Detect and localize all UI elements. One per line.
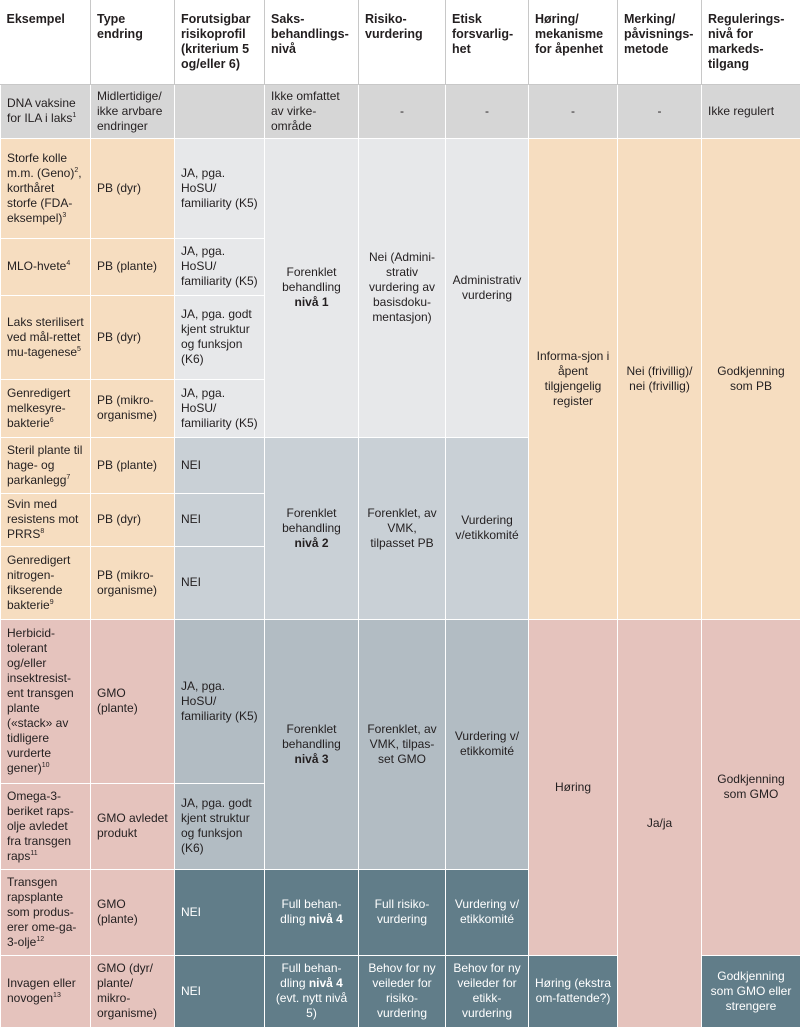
risk-profile-cell: JA, pga. HoSU/ familiarity (K5) <box>175 619 265 783</box>
footnote-ref: 6 <box>49 416 54 424</box>
type-cell: Midlertidige/ ikke arvbare endringer <box>91 84 175 138</box>
example-text: Svin med resistens mot PRRS <box>7 497 79 541</box>
level-number: nivå 4 <box>308 912 343 926</box>
example-cell <box>1 295 91 379</box>
example-cell <box>1 379 91 437</box>
type-cell: GMO avledet produkt <box>91 783 175 869</box>
risk-assessment-cell: Behov for ny veileder for risiko-vurdering <box>359 955 446 1027</box>
case-level-cell <box>265 955 359 1027</box>
example-cell <box>1 619 91 783</box>
risk-profile-cell: NEI <box>175 437 265 493</box>
header-risk-assessment: Risiko-vurdering <box>359 0 446 84</box>
table-row <box>1 619 800 783</box>
risk-profile-cell: JA, pga. godt kjent struktur og funksjon (K6) <box>175 295 265 379</box>
header-row <box>1 0 800 84</box>
example-text: Laks sterilisert ved mål-rettet mu-tagenese <box>7 314 84 359</box>
header-case-level: Saks-behandlings-nivå <box>265 0 359 84</box>
footnote-ref: 13 <box>53 992 61 999</box>
ethics-group-3: Vurdering v/ etikkomité <box>446 619 529 869</box>
hearing-group-gmo: Høring <box>529 619 618 955</box>
footnote-ref: 12 <box>36 935 45 943</box>
labelling-group-pb: Nei (frivillig)/ nei (frivillig) <box>618 138 702 619</box>
regulation-group-gmo: Godkjenning som GMO <box>702 619 800 955</box>
risk-profile-cell: JA, pga. HoSU/ familiarity (K5) <box>175 238 265 295</box>
labelling-cell: - <box>618 84 702 138</box>
type-cell: PB (dyr) <box>91 138 175 238</box>
example-cell <box>1 493 91 546</box>
type-cell: GMO (plante) <box>91 869 175 955</box>
risk-profile-cell: NEI <box>175 869 265 955</box>
example-text: , korthåret storfe (FDA-eksempel) <box>7 165 82 225</box>
footnote-ref: 8 <box>40 528 45 535</box>
footnote-ref: 3 <box>62 211 67 219</box>
ethics-group-2: Vurdering v/etikkomité <box>446 437 529 619</box>
risk-assessment-group-3: Forenklet, av VMK, tilpas-set GMO <box>359 619 446 869</box>
case-level-cell: Ikke omfattet av virke-område <box>265 84 359 138</box>
header-labelling: Merking/ påvisnings-metode <box>618 0 702 84</box>
level-text: Forenklet behandling <box>282 721 341 751</box>
labelling-group-gmo: Ja/ja <box>618 619 702 1027</box>
example-cell <box>1 783 91 869</box>
header-ethics: Etisk forsvarlig-het <box>446 0 529 84</box>
type-cell: PB (mikro-organisme) <box>91 546 175 619</box>
ethics-cell: Behov for ny veileder for etikk-vurdering <box>446 955 529 1027</box>
regulation-cell: Ikke regulert <box>702 84 800 138</box>
level-number: nivå 3 <box>294 751 329 766</box>
example-text: Genredigert melkesyre-bakterie <box>7 385 71 430</box>
header-risk-profile: Forutsigbar risikoprofil (kriterium 5 og/eller 6) <box>175 0 265 84</box>
example-cell <box>1 437 91 493</box>
level-number: nivå 4 <box>308 976 343 990</box>
example-cell <box>1 546 91 619</box>
risk-profile-cell: NEI <box>175 493 265 546</box>
type-cell: GMO (plante) <box>91 619 175 783</box>
footnote-ref: 5 <box>77 345 81 353</box>
example-text: DNA vaksine for ILA i laks <box>7 96 76 125</box>
hearing-cell: Høring (ekstra om-fattende?) <box>529 955 618 1027</box>
hearing-group-pb: Informa-sjon i åpent tilgjengelig register <box>529 138 618 619</box>
risk-profile-cell <box>175 84 265 138</box>
header-example: Eksempel <box>1 0 91 84</box>
risk-profile-cell: JA, pga. godt kjent struktur og funksjon (K6) <box>175 783 265 869</box>
example-cell <box>1 138 91 238</box>
level-text: Forenklet behandling <box>282 265 341 294</box>
type-cell: PB (dyr) <box>91 493 175 546</box>
hearing-cell: - <box>529 84 618 138</box>
example-text: Omega-3-beriket raps-olje avledet fra transgen raps <box>7 788 74 863</box>
example-text: Steril plante til hage- og parkanlegg <box>7 442 83 487</box>
type-cell: PB (plante) <box>91 437 175 493</box>
risk-assessment-group-1: Nei (Admini-strativ vurdering av basisdoku-mentasjon) <box>359 138 446 437</box>
example-text: MLO-hvete <box>7 259 67 273</box>
footnote-ref: 4 <box>66 260 71 267</box>
example-cell <box>1 869 91 955</box>
regulation-group-pb: Godkjenning som PB <box>702 138 800 619</box>
type-cell: GMO (dyr/ plante/ mikro-organisme) <box>91 955 175 1027</box>
example-text: Transgen rapsplante som produs-erer ome-ga-3-olje <box>7 874 77 949</box>
footnote-ref: 9 <box>49 598 54 606</box>
level-text: Forenklet behandling <box>282 505 341 535</box>
header-regulation: Regulerings-nivå for markeds-tilgang <box>702 0 800 84</box>
header-hearing: Høring/ mekanisme for åpenhet <box>529 0 618 84</box>
ethics-group-1: Administrativ vurdering <box>446 138 529 437</box>
case-level-group-2 <box>265 437 359 619</box>
risk-assessment-cell: Full risiko-vurdering <box>359 869 446 955</box>
ethics-cell: - <box>446 84 529 138</box>
case-level-cell <box>265 869 359 955</box>
level-note: (evt. nytt nivå 5) <box>275 991 348 1020</box>
footnote-ref: 2 <box>74 166 79 174</box>
footnote-ref: 7 <box>66 473 71 481</box>
level-number: nivå 1 <box>294 295 329 309</box>
level-number: nivå 2 <box>294 535 329 550</box>
risk-assessment-group-2: Forenklet, av VMK, tilpasset PB <box>359 437 446 619</box>
example-text: Herbicid-tolerant og/eller insektresist-ent transgen plante («stack» av tidligere vurderte gener) <box>7 626 74 775</box>
type-cell: PB (mikro-organisme) <box>91 379 175 437</box>
footnote-ref: 10 <box>41 762 50 769</box>
footnote-ref: 1 <box>72 112 77 119</box>
risk-profile-cell: JA, pga. HoSU/ familiarity (K5) <box>175 379 265 437</box>
risk-profile-cell: JA, pga. HoSU/ familiarity (K5) <box>175 138 265 238</box>
ethics-cell: Vurdering v/ etikkomité <box>446 869 529 955</box>
type-cell: PB (dyr) <box>91 295 175 379</box>
risk-profile-cell: NEI <box>175 955 265 1027</box>
level-text: Full behan-dling <box>280 897 342 926</box>
header-type: Type endring <box>91 0 175 84</box>
type-cell: PB (plante) <box>91 238 175 295</box>
level-text: Full behan-dling <box>280 961 342 990</box>
risk-assessment-cell: - <box>359 84 446 138</box>
table-row <box>1 84 800 138</box>
example-text: Storfe kolle m.m. (Geno) <box>7 150 75 180</box>
example-text: Genredigert nitrogen-fikserende bakterie <box>7 552 71 612</box>
example-cell <box>1 955 91 1027</box>
case-level-group-1 <box>265 138 359 437</box>
risk-profile-cell: NEI <box>175 546 265 619</box>
table-row <box>1 138 800 238</box>
case-level-group-3 <box>265 619 359 869</box>
example-cell <box>1 238 91 295</box>
example-cell <box>1 84 91 138</box>
footnote-ref: 11 <box>30 849 38 857</box>
example-text: Invagen eller novogen <box>7 976 76 1005</box>
regulation-cell: Godkjenning som GMO eller strengere <box>702 955 800 1027</box>
